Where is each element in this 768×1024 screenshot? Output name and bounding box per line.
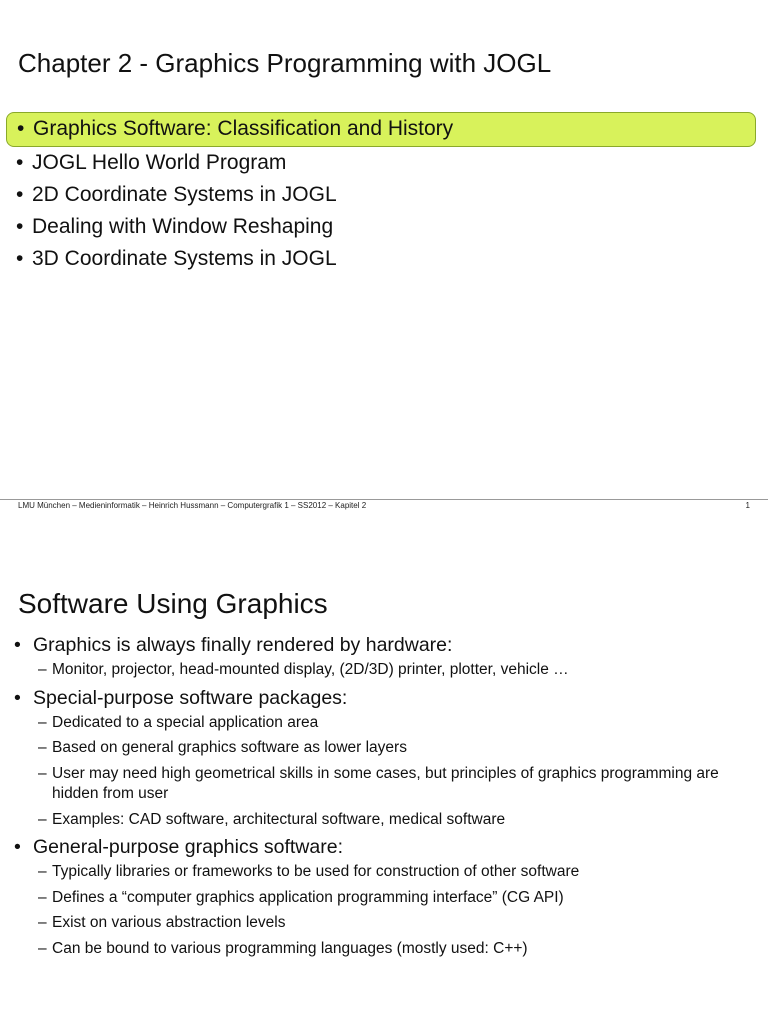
sub-bullet-text: User may need high geometrical skills in some cases, but principles of graphics programming are hidden from user xyxy=(52,764,719,802)
sub-bullet-text: Defines a “computer graphics application programming interface” (CG API) xyxy=(52,888,564,906)
bullet-icon: • xyxy=(14,634,21,656)
bullet-icon: • xyxy=(14,686,21,709)
sub-bullet-item xyxy=(38,913,754,934)
bullet-icon: • xyxy=(17,117,25,140)
outline-item xyxy=(6,243,756,275)
outline-item-label: Graphics Software: Classification and History xyxy=(33,117,454,140)
bullet-icon: • xyxy=(16,215,24,238)
bullet-item xyxy=(14,834,754,860)
sub-bullet-text: Examples: CAD software, architectural software, medical software xyxy=(52,810,506,828)
outline-item-label: JOGL Hello World Program xyxy=(32,151,287,174)
slide-2-title: Software Using Graphics xyxy=(18,588,328,619)
outline-item-label: Dealing with Window Reshaping xyxy=(32,215,334,238)
sub-bullet-item xyxy=(38,764,754,805)
sub-bullet-text: Dedicated to a special application area xyxy=(52,713,319,731)
outline-item xyxy=(6,179,756,211)
sub-bullet-text: Based on general graphics software as lower layers xyxy=(52,739,407,756)
bullet-icon: • xyxy=(16,151,24,174)
dash-icon: – xyxy=(38,810,47,828)
sub-bullet-item xyxy=(38,660,754,681)
bullet-icon: • xyxy=(16,183,24,206)
bullet-item xyxy=(14,632,754,658)
outline-item-current xyxy=(6,112,756,147)
dash-icon: – xyxy=(38,863,47,880)
sub-bullet-item xyxy=(38,939,754,960)
page-number: 1 xyxy=(745,501,750,510)
bullet-icon: • xyxy=(16,247,24,270)
slide-footer xyxy=(0,499,768,510)
dash-icon: – xyxy=(38,661,47,678)
slide-2 xyxy=(0,512,768,1024)
outline-item-label: 2D Coordinate Systems in JOGL xyxy=(32,183,337,206)
footer-credits: LMU München – Medieninformatik – Heinrich Hussmann – Computergrafik 1 – SS2012 – Kapitel 2 xyxy=(18,501,367,510)
outline-item xyxy=(6,147,756,179)
bullet-text: Graphics is always finally rendered by hardware: xyxy=(33,634,453,656)
dash-icon: – xyxy=(38,939,47,957)
chapter-outline xyxy=(6,113,756,275)
sub-bullet-item xyxy=(38,888,754,909)
sub-bullet-text: Can be bound to various programming languages (mostly used: C++) xyxy=(52,939,528,957)
sub-bullet-item xyxy=(38,738,754,759)
dash-icon: – xyxy=(38,739,47,756)
bullet-item xyxy=(14,685,754,711)
dash-icon: – xyxy=(38,764,47,782)
sub-bullet-item xyxy=(38,810,754,831)
bullet-text: Special-purpose software packages: xyxy=(33,686,348,709)
outline-item xyxy=(6,211,756,243)
sub-bullet-item xyxy=(38,713,754,734)
sub-bullet-text: Typically libraries or frameworks to be used for construction of other software xyxy=(52,863,580,880)
sub-bullet-text: Monitor, projector, head-mounted display, (2D/3D) printer, plotter, vehicle … xyxy=(52,661,569,678)
outline-item-label: 3D Coordinate Systems in JOGL xyxy=(32,247,337,270)
bullet-icon: • xyxy=(14,836,21,858)
sub-bullet-text: Exist on various abstraction levels xyxy=(52,914,286,931)
slide-1-title: Chapter 2 - Graphics Programming with JOGL xyxy=(18,48,552,78)
slide-2-content xyxy=(14,628,754,959)
dash-icon: – xyxy=(38,713,47,731)
bullet-text: General-purpose graphics software: xyxy=(33,836,343,858)
dash-icon: – xyxy=(38,914,47,931)
dash-icon: – xyxy=(38,888,47,906)
sub-bullet-item xyxy=(38,862,754,883)
